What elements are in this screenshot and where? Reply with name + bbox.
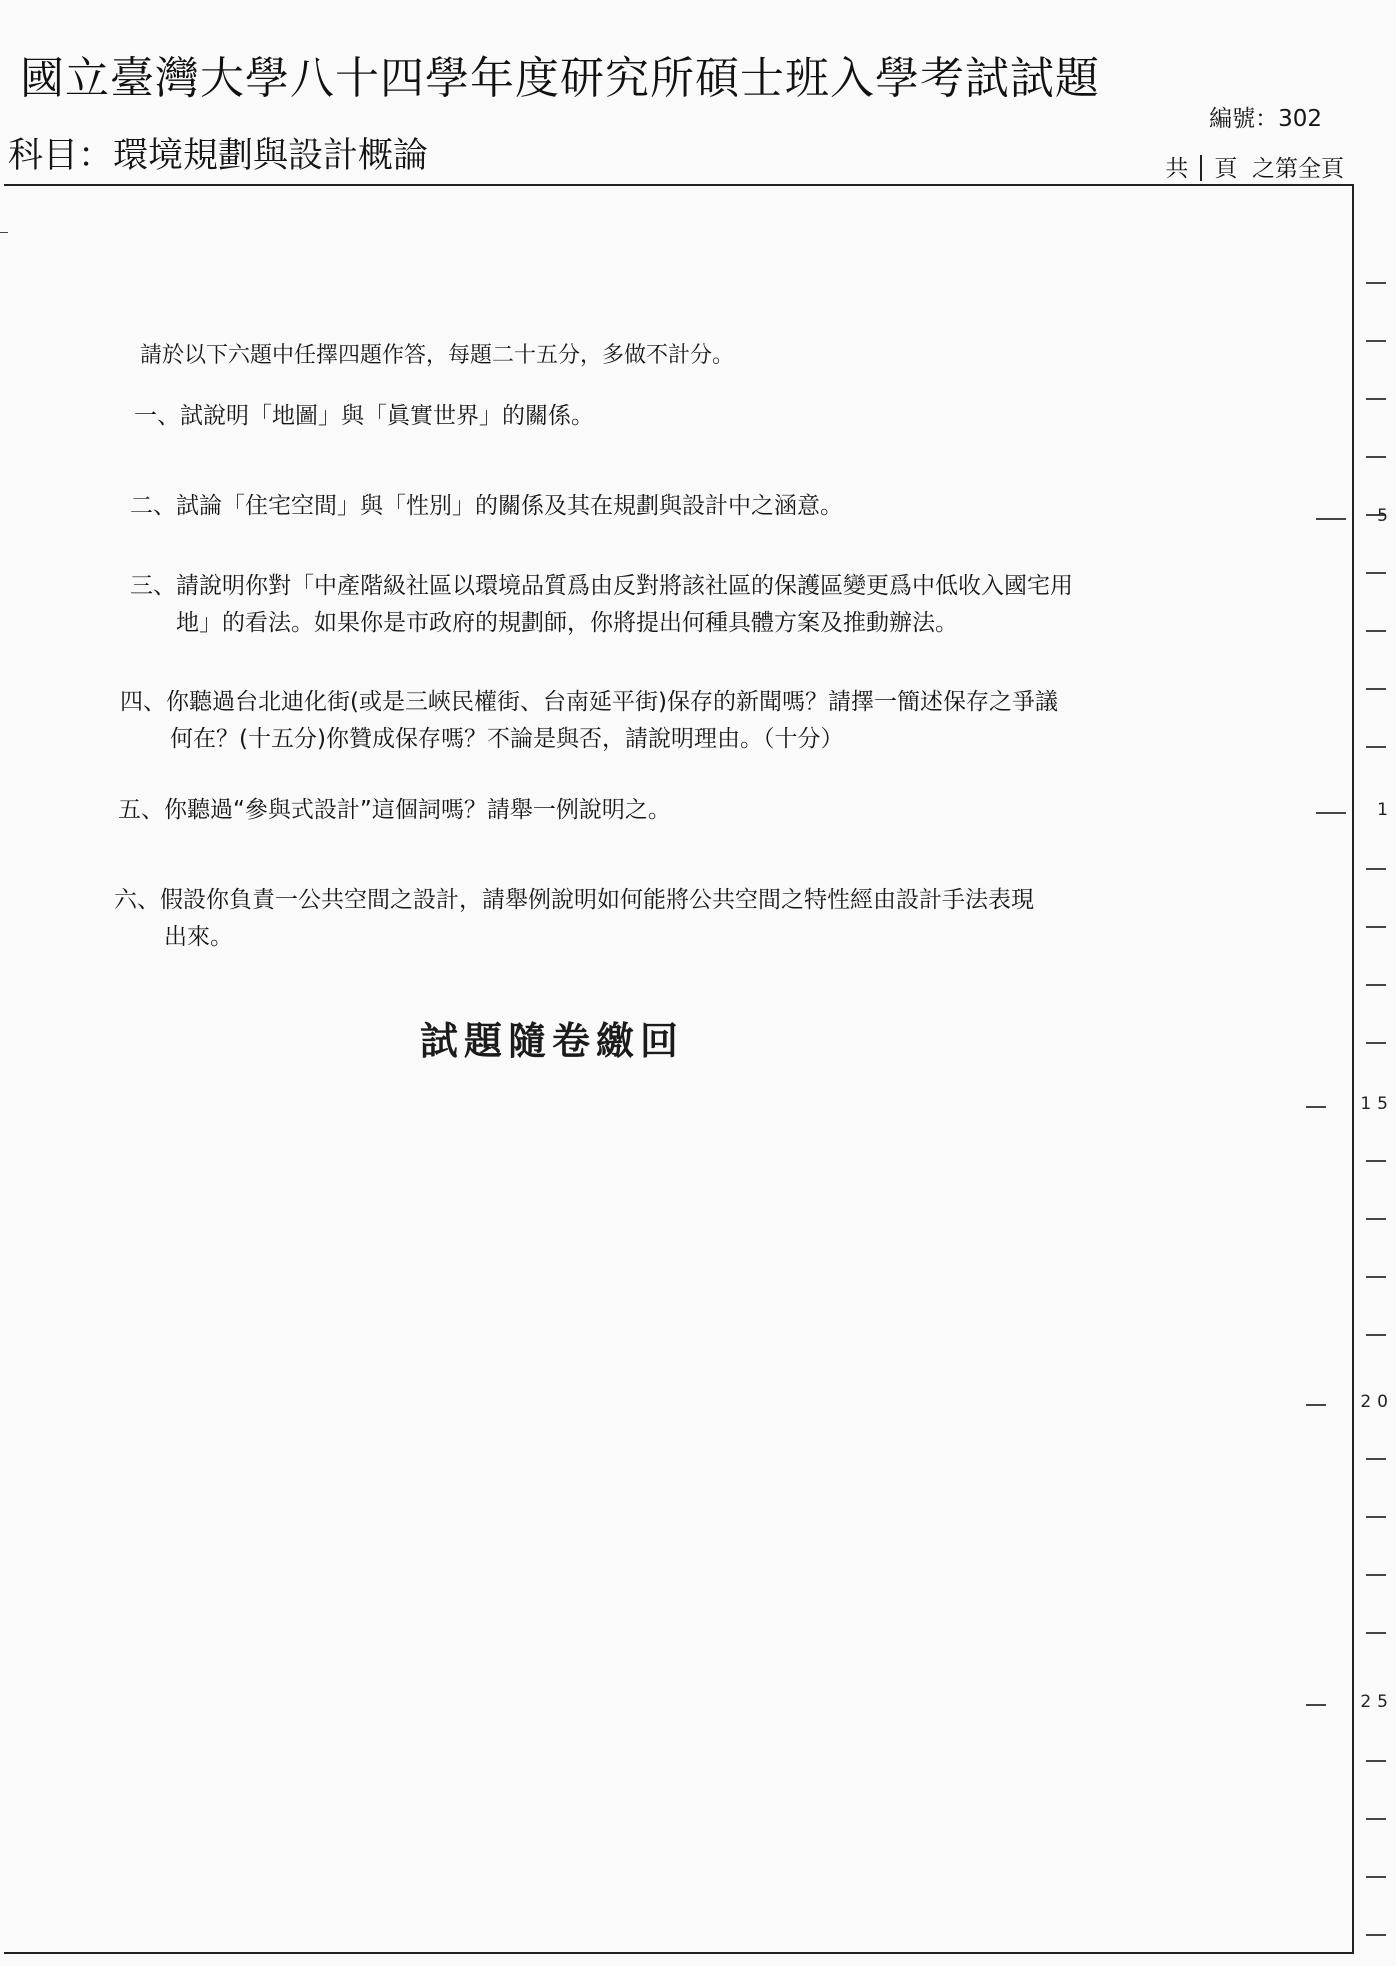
margin-tick	[1366, 1760, 1386, 1762]
question-2	[130, 488, 843, 525]
margin-tick	[1366, 1218, 1386, 1220]
margin-tick	[1366, 456, 1386, 458]
question-1	[134, 398, 594, 435]
margin-number-tick	[1306, 1106, 1326, 1108]
margin-number-tick	[1306, 1704, 1326, 1706]
margin-number-tick	[1316, 812, 1346, 814]
margin-tick	[1366, 746, 1386, 748]
question-2-line1: 二、試論「住宅空間」與「性別」的關係及其在規劃與設計中之涵意。	[130, 493, 843, 519]
margin-tick	[1366, 1334, 1386, 1336]
page-count	[1165, 150, 1344, 183]
margin-number: 25	[1360, 1692, 1394, 1712]
answer-frame	[4, 184, 1354, 1954]
margin-tick	[1366, 1632, 1386, 1634]
question-5-line1: 五、你聽過“參與式設計”這個詞嗎？請舉一例說明之。	[118, 797, 671, 823]
margin-tick	[1366, 1934, 1386, 1936]
margin-tick	[1366, 868, 1386, 870]
return-stamp: 試題隨卷繳回	[420, 1018, 685, 1063]
margin-tick	[1366, 398, 1386, 400]
question-3-line2: 地」的看法。如果你是市政府的規劃師，你將提出何種具體方案及推動辦法。	[176, 610, 958, 636]
question-6	[114, 882, 1034, 956]
frame-left-rule	[0, 232, 8, 233]
margin-tick	[1366, 688, 1386, 690]
margin-number-tick	[1306, 1404, 1326, 1406]
exam-number: 編號：302	[1209, 106, 1322, 132]
exam-title: 國立臺灣大學八十四學年度研究所碩士班入學考試試題	[20, 53, 1100, 104]
question-4	[120, 684, 1058, 758]
page-count-mark	[1200, 155, 1202, 181]
page-count-suffix: 之第全頁	[1252, 156, 1344, 182]
question-6-line2: 出來。	[164, 924, 233, 950]
margin-tick	[1366, 984, 1386, 986]
question-4-line1: 四、你聽過台北迪化街(或是三峽民權街、台南延平街)保存的新聞嗎？請擇一簡述保存之爭議	[120, 689, 1058, 715]
question-3-line1: 三、請說明你對「中產階級社區以環境品質爲由反對將該社區的保護區變更爲中低收入國宅用	[130, 573, 1073, 599]
margin-tick	[1366, 1458, 1386, 1460]
margin-tick	[1366, 1160, 1386, 1162]
margin-tick	[1366, 1516, 1386, 1518]
subject-line: 科目：環境規劃與設計概論	[8, 136, 429, 176]
margin-tick	[1366, 1574, 1386, 1576]
margin-tick	[1366, 1876, 1386, 1878]
question-4-line2: 何在？(十五分)你贊成保存嗎？不論是與否，請說明理由。（十分）	[170, 726, 844, 752]
margin-tick	[1366, 572, 1386, 574]
margin-number-tick	[1316, 518, 1346, 520]
margin-number: 15	[1360, 1094, 1394, 1114]
margin-tick	[1366, 340, 1386, 342]
page-count-total: 頁	[1214, 156, 1238, 182]
margin-tick	[1366, 1818, 1386, 1820]
question-5	[118, 792, 671, 829]
margin-tick	[1366, 1276, 1386, 1278]
question-3	[130, 568, 1073, 642]
question-6-line1: 六、假設你負責一公共空間之設計，請舉例說明如何能將公共空間之特性經由設計手法表現	[114, 887, 1034, 913]
margin-number: 20	[1360, 1392, 1394, 1412]
margin-tick	[1366, 926, 1386, 928]
margin-number: 5	[1377, 506, 1394, 526]
margin-number: 1	[1377, 800, 1394, 820]
margin-tick	[1366, 1042, 1386, 1044]
page-count-prefix: 共	[1165, 156, 1189, 182]
instruction-text: 請於以下六題中任擇四題作答，每題二十五分，多做不計分。	[140, 343, 735, 368]
margin-tick	[1366, 282, 1386, 284]
question-1-line1: 一、試說明「地圖」與「眞實世界」的關係。	[134, 403, 594, 429]
margin-tick	[1366, 630, 1386, 632]
